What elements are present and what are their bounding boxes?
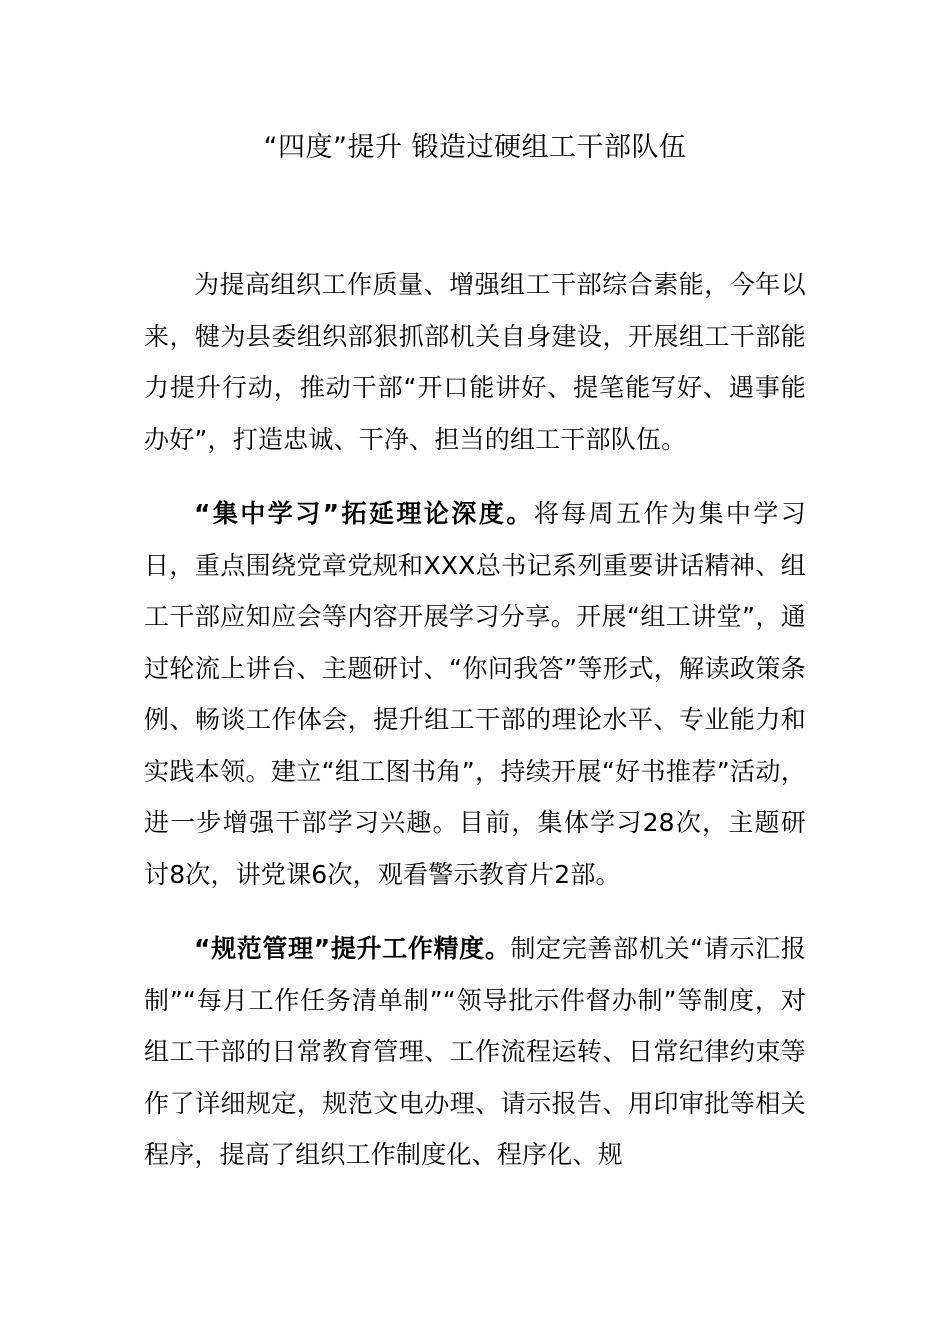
paragraph-text: 制定完善部机关“请示汇报制”“每月工作任务清单制”“领导批示件督办制”等制度，对组工干部的日常教育管理、工作流程运转、日常纪律约束等作了详细规定，规范文电办理、请示报告、用印审批等相关程序，提高了组织工作制度化、程序化、规: [144, 934, 806, 1169]
paragraph-management: [144, 923, 806, 1181]
paragraph-lead: “集中学习”拓延理论深度。: [194, 499, 534, 528]
paragraph-lead: “规范管理”提升工作精度。: [194, 934, 511, 963]
paragraph-text: 将每周五作为集中学习日，重点围绕党章党规和XXX总书记系列重要讲话精神、组工干部应知应会等内容开展学习分享。开展“组工讲堂”，通过轮流上讲台、主题研讨、“你问我答”等形式，解读政策条例、畅谈工作体会，提升组工干部的理论水平、专业能力和实践本领。建立“组工图书角”，持续开展“好书推荐”活动，进一步增强干部学习兴趣。目前，集体学习28次，主题研讨8次，讲党课6次，观看警示教育片2部。: [144, 499, 806, 889]
document-title: “四度”提升 锻造过硬组工干部队伍: [263, 132, 687, 163]
paragraph-text: 为提高组织工作质量、增强组工干部综合素能，今年以来，犍为县委组织部狠抓部机关自身建设，开展组工干部能力提升行动，推动干部“开口能讲好、提笔能写好、遇事能办好”，打造忠诚、干净、担当的组工干部队伍。: [144, 270, 806, 454]
paragraph-intro: [144, 259, 806, 465]
paragraph-study: [144, 488, 806, 900]
document-body: [144, 259, 806, 1204]
